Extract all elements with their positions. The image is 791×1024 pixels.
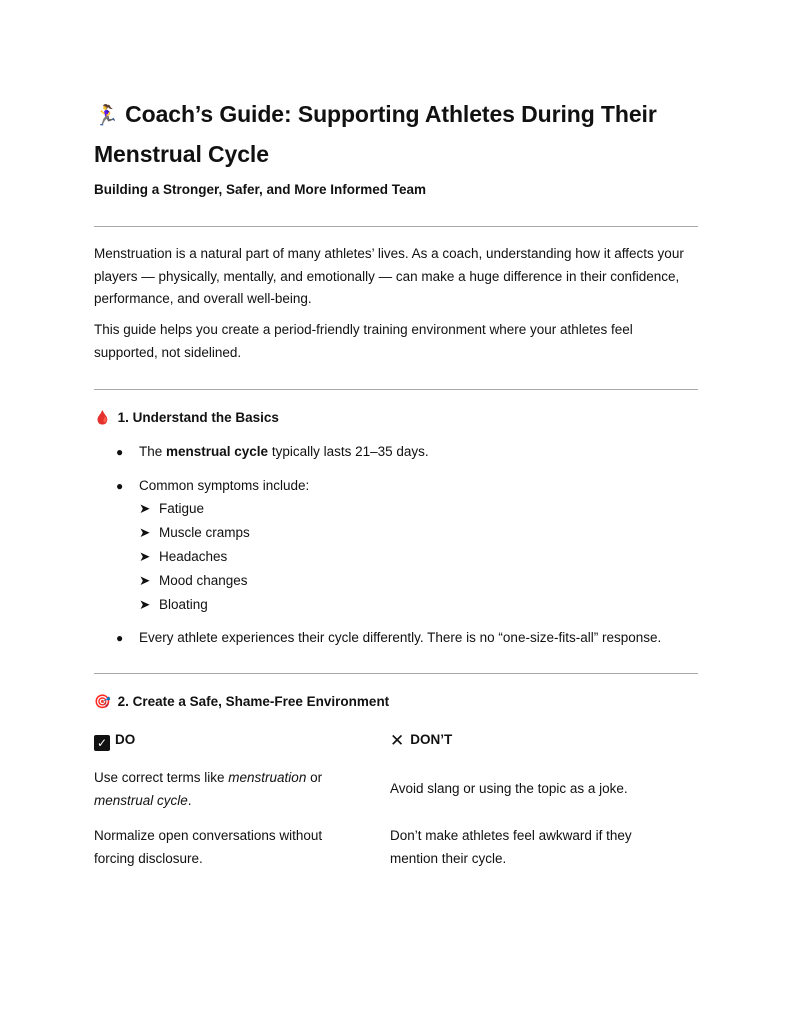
symptom-item: ➤ Bloating bbox=[139, 593, 208, 617]
arrow-icon: ➤ bbox=[139, 597, 151, 612]
divider bbox=[94, 389, 698, 390]
dont-item: Don’t make athletes feel awkward if they mention their cycle. bbox=[390, 828, 632, 866]
bullet-text: Every athlete experiences their cycle differently. There is no “one-size-fits-all” response. bbox=[139, 630, 662, 645]
arrow-icon: ➤ bbox=[139, 549, 151, 564]
section-heading-text: 2. Create a Safe, Shame-Free Environment bbox=[117, 694, 390, 709]
dont-column-header bbox=[390, 731, 452, 751]
bullet-icon: ● bbox=[116, 445, 124, 459]
do-column-header bbox=[94, 732, 135, 751]
target-icon: 🎯 bbox=[94, 694, 111, 709]
bullet-text: typically lasts 21–35 days. bbox=[268, 444, 429, 459]
arrow-icon: ➤ bbox=[139, 525, 151, 540]
divider bbox=[94, 673, 698, 674]
do-item: Use correct terms like menstruation or menstrual cycle. bbox=[94, 770, 323, 808]
page-title bbox=[94, 95, 698, 173]
bullet-text: Common symptoms include: bbox=[139, 478, 310, 493]
symptom-item: ➤ Muscle cramps bbox=[139, 521, 250, 545]
section-heading-environment bbox=[94, 694, 389, 710]
drop-icon: 🩸 bbox=[94, 410, 111, 425]
section-heading-text: 1. Understand the Basics bbox=[117, 410, 279, 425]
dont-label: DON’T bbox=[410, 732, 453, 747]
arrow-icon: ➤ bbox=[139, 501, 151, 516]
do-item: Normalize open conversations without forcing disclosure. bbox=[94, 828, 323, 866]
arrow-icon: ➤ bbox=[139, 573, 151, 588]
dont-item: Avoid slang or using the topic as a joke. bbox=[390, 781, 628, 796]
bullet-icon: ● bbox=[116, 631, 124, 645]
section-heading-basics bbox=[94, 410, 279, 426]
symptom-item: ➤ Mood changes bbox=[139, 569, 248, 593]
divider bbox=[94, 226, 698, 227]
symptom-item: ➤ Fatigue bbox=[139, 497, 204, 521]
bullet-icon: ● bbox=[116, 479, 124, 493]
cross-icon: ✕ bbox=[390, 731, 405, 750]
bullet-text: The bbox=[139, 444, 167, 459]
intro-paragraph-1: Menstruation is a natural part of many athletes’ lives. As a coach, understanding how it affects your players — physically, mentally, and emotionally — can make a huge difference in their confidence, performance, and overall well-being. bbox=[94, 246, 684, 306]
symptom-item: ➤ Headaches bbox=[139, 545, 227, 569]
intro-paragraph-2: This guide helps you create a period-friendly training environment where your athletes feel supported, not sidelined. bbox=[94, 322, 633, 360]
runner-woman-icon: 🏃‍♀️ bbox=[94, 105, 119, 127]
check-icon: ✓ bbox=[94, 735, 110, 751]
page-title-text: Coach’s Guide: Supporting Athletes During Their Menstrual Cycle bbox=[94, 101, 657, 167]
do-label: DO bbox=[115, 732, 136, 747]
page-subtitle: Building a Stronger, Safer, and More Informed Team bbox=[94, 182, 427, 197]
bullet-bold-term: menstrual cycle bbox=[166, 444, 269, 459]
